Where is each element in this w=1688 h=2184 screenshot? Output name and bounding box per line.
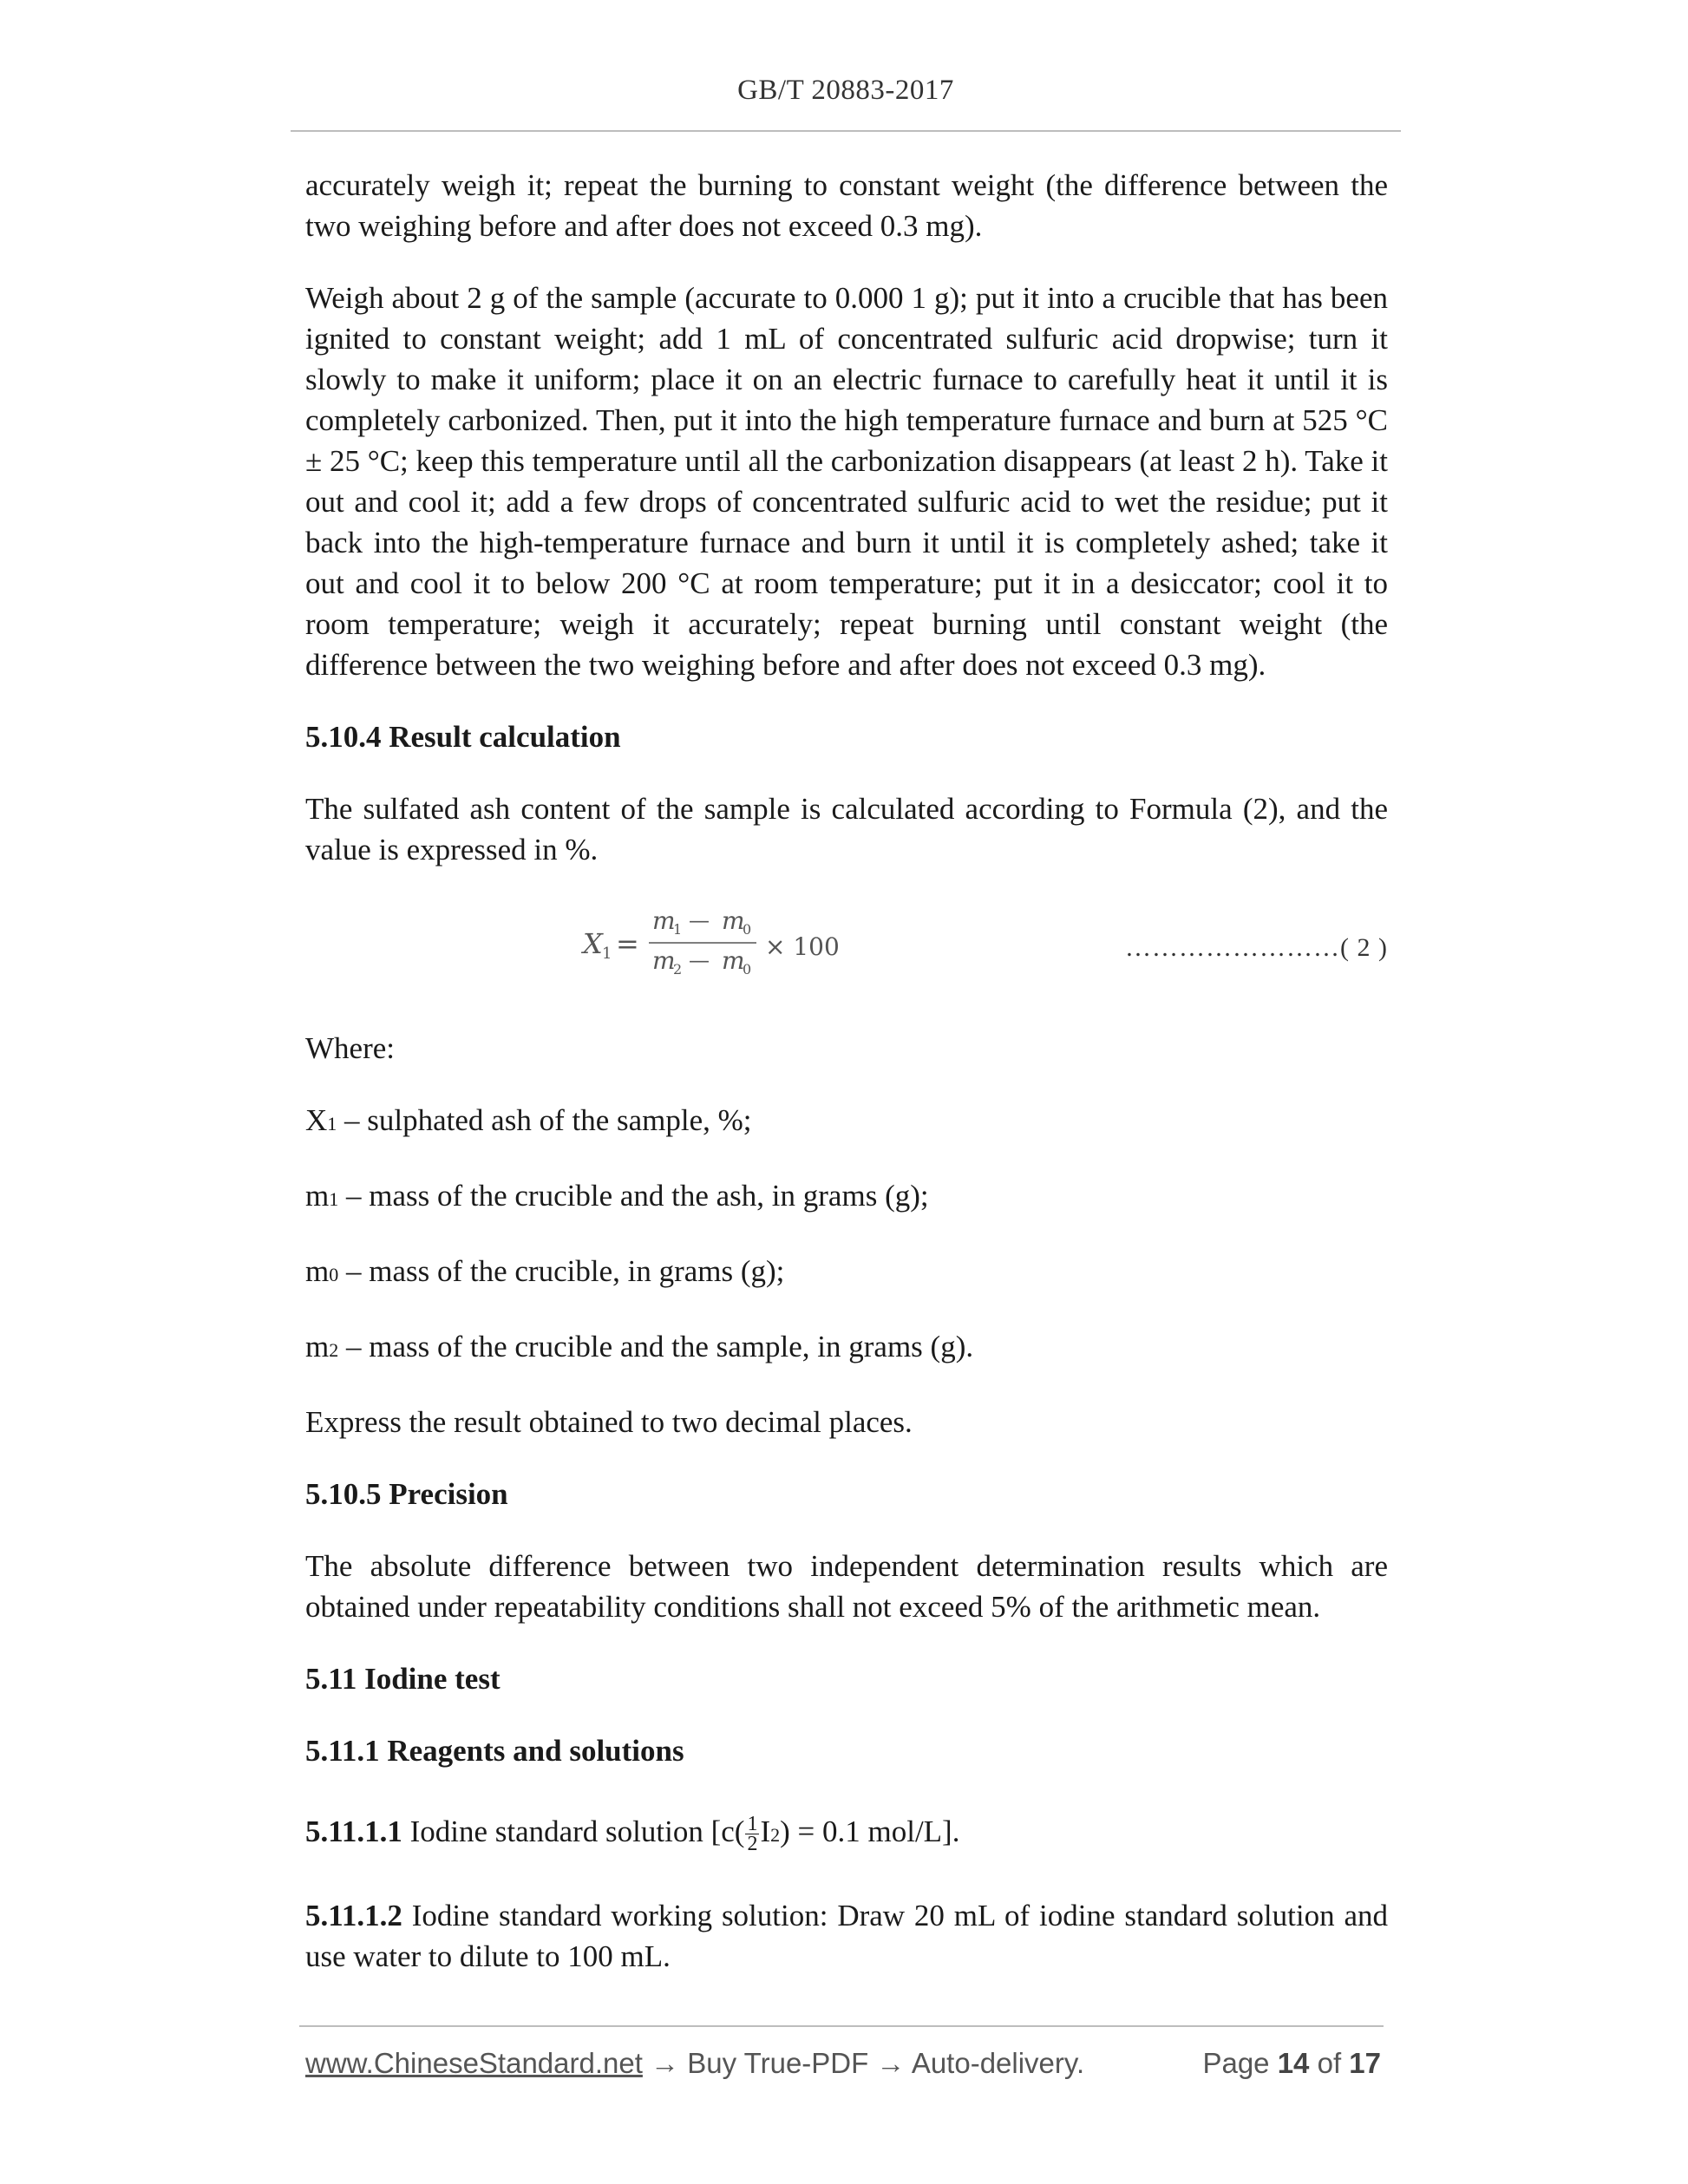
footer-tagline: → Buy True-PDF → Auto-delivery. xyxy=(642,2047,1085,2079)
formula-den-minus: — xyxy=(689,948,710,972)
paragraph-decimal-places: Express the result obtained to two decimal places. xyxy=(305,1405,913,1439)
formula-den-b-sub: 0 xyxy=(743,961,752,978)
paragraph-precision: The absolute difference between two independent determination results which are obtained under repeatability conditions shall not exceed 5% of the arithmetic mean. xyxy=(305,1549,1388,1624)
section-heading-iodine-test: 5.11 Iodine test xyxy=(305,1662,501,1696)
page-indicator: Page 14 of 17 xyxy=(1202,2047,1381,2079)
definition-m0: m0 – mass of the crucible, in grams (g); xyxy=(305,1254,785,1288)
fraction-one-half: $\frac{1}{2}$ xyxy=(747,1813,758,1856)
paragraph-iodine-standard-solution: 5.11.1.1 Iodine standard solution [c( $\frac{1}{2}$ I2) = 0.1 mol/L]. xyxy=(305,1813,960,1856)
document-body xyxy=(305,165,1388,2008)
formula-num-b: m xyxy=(722,906,745,935)
header-divider xyxy=(291,130,1401,132)
where-label: Where: xyxy=(305,1031,395,1065)
formula-num-b-sub: 0 xyxy=(743,921,752,938)
formula-lhs: X xyxy=(583,927,603,960)
paragraph-weighing-intro: accurately weigh it; repeat the burning to constant weight (the difference between the two weighing before and after does not exceed 0.3 mg). xyxy=(305,168,1388,243)
formula-den-a-sub: 2 xyxy=(673,961,683,978)
formula-2 xyxy=(305,901,1388,997)
footer-divider xyxy=(299,2025,1384,2027)
formula-num-a: m xyxy=(652,906,676,935)
formula-den-a: m xyxy=(652,946,676,975)
chinesestandard-link[interactable]: www.ChineseStandard.net xyxy=(305,2047,643,2079)
formula-equals: = xyxy=(616,927,639,960)
definition-x1: X1 – sulphated ash of the sample, %; xyxy=(305,1103,752,1137)
paragraph-procedure: Weigh about 2 g of the sample (accurate to 0.000 1 g); put it into a crucible that has been ignited to constant weight; add 1 mL of concentrated sulfuric acid dropwise; turn it slowly to make it uniform; place it on an electric furnace to carefully heat it until it is completely carbonized. Then, put it into the high temperature furnace and burn at 525 °C ± 25 °C; keep this temperature until all the carbonization disappears (at least 2 h). Take it out and cool it; add a few drops of concentrated sulfuric acid to wet the residue; put it back into the high-temperature furnace and burn it until it is completely ashed; take it out and cool it to below 200 °C at room temperature; put it in a desiccator; cool it to room temperature; weigh it accurately; repeat burning until constant weight (the difference between the two weighing before and after does not exceed 0.3 mg). xyxy=(305,281,1388,682)
section-heading-precision: 5.10.5 Precision xyxy=(305,1477,508,1511)
definition-m2: m2 – mass of the crucible and the sample, in grams (g). xyxy=(305,1330,974,1363)
formula-num-minus: — xyxy=(689,908,710,932)
formula-number: ……………………( 2 ) xyxy=(1125,933,1388,962)
formula-expression xyxy=(574,901,887,988)
paragraph-calculation-intro: The sulfated ash content of the sample is calculated according to Formula (2), and the value is expressed in %. xyxy=(305,792,1388,866)
paragraph-iodine-working-solution: 5.11.1.2 Iodine standard working solution: Draw 20 mL of iodine standard solution and use water to dilute to 100 mL. xyxy=(305,1899,1388,1973)
formula-num-a-sub: 1 xyxy=(673,921,683,938)
formula-times-100: × 100 xyxy=(765,932,840,961)
section-heading-result-calculation: 5.10.4 Result calculation xyxy=(305,720,621,754)
page-footer xyxy=(305,2047,1381,2080)
document-header: GB/T 20883-2017 xyxy=(737,75,954,106)
formula-lhs-sub: 1 xyxy=(602,945,612,963)
definition-m1: m1 – mass of the crucible and the ash, in grams (g); xyxy=(305,1179,929,1213)
formula-den-b: m xyxy=(722,946,745,975)
section-heading-reagents: 5.11.1 Reagents and solutions xyxy=(305,1734,684,1768)
